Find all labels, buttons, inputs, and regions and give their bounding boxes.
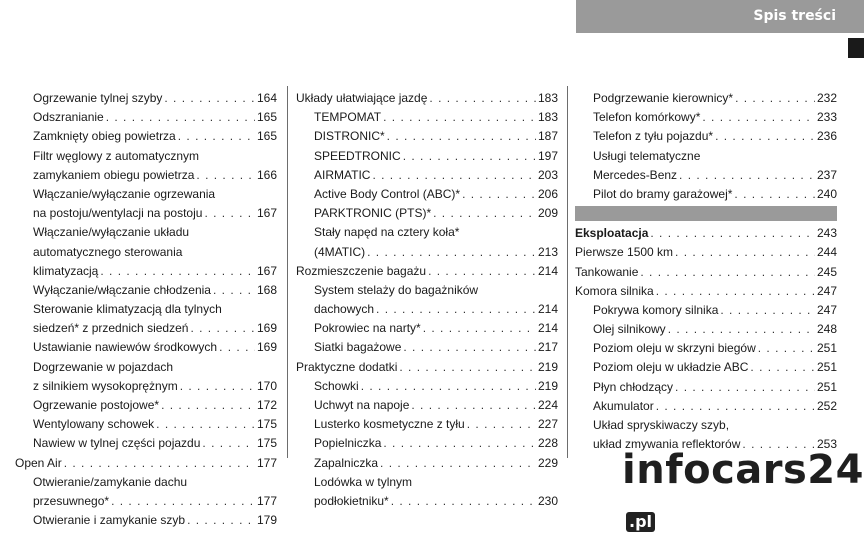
toc-entry[interactable] [15, 377, 277, 396]
toc-leader-dots [187, 511, 255, 530]
toc-entry[interactable] [15, 396, 277, 415]
toc-entry-label: automatycznego sterowania [33, 244, 183, 259]
toc-entry-label: Pokrywa komory silnika [593, 302, 719, 317]
toc-entry-label: Open Air [15, 455, 62, 470]
toc-entry-label: klimatyzacją [33, 263, 99, 278]
toc-leader-dots [423, 319, 536, 338]
toc-entry[interactable] [575, 282, 837, 301]
toc-entry-page: 183 [537, 91, 558, 105]
toc-entry[interactable] [296, 492, 558, 511]
toc-entry-page: 214 [537, 263, 558, 278]
toc-entry-page: 170 [256, 378, 277, 393]
toc-leader-dots [204, 204, 255, 223]
toc-leader-dots [403, 338, 536, 357]
toc-entry-page: 183 [537, 110, 558, 125]
toc-entry-page: 164 [256, 91, 277, 105]
toc-entry-label: Filtr węglowy z automatycznym [33, 148, 200, 163]
toc-entry-page: 175 [256, 417, 277, 432]
toc-entry-label: Pierwsze 1500 km [575, 245, 674, 260]
toc-entry-page: 169 [256, 340, 277, 355]
toc-entry-label: Nawiew w tylnej części pojazdu [33, 436, 201, 451]
toc-leader-dots [387, 127, 536, 146]
toc-entry-label: PARKTRONIC (PTS)* [314, 206, 432, 221]
toc-entry-page: 167 [256, 263, 277, 278]
toc-leader-dots [720, 301, 815, 320]
toc-entry-page: 233 [816, 110, 837, 125]
toc-entry-label: Lodówka w tylnym [314, 474, 413, 489]
toc-entry[interactable] [296, 415, 558, 434]
toc-entry[interactable] [575, 263, 837, 282]
toc-entry[interactable] [15, 89, 277, 108]
toc-leader-dots [668, 320, 815, 339]
toc-entry[interactable] [575, 166, 837, 185]
toc-entry[interactable] [296, 358, 558, 377]
toc-entry-page: 230 [537, 493, 558, 508]
toc-entry[interactable] [15, 415, 277, 434]
toc-entry-page: 224 [537, 398, 558, 412]
toc-entry[interactable] [575, 185, 837, 204]
toc-entry-label: Ustawianie nawiewów środkowych [33, 340, 218, 355]
toc-entry[interactable] [15, 319, 277, 338]
toc-leader-dots [111, 492, 255, 511]
toc-entry-page: 175 [256, 436, 277, 451]
toc-leader-dots [219, 338, 255, 357]
toc-entry-label: Olej silnikowy [593, 322, 666, 337]
toc-entry-label: siedzeń* z przednich siedzeń [33, 321, 189, 336]
toc-entry[interactable] [296, 262, 558, 281]
toc-entry-page: 219 [537, 359, 558, 374]
toc-entry[interactable] [296, 147, 558, 166]
toc-leader-dots [100, 262, 255, 281]
toc-entry-page: 228 [537, 436, 558, 451]
toc-entry[interactable] [575, 358, 837, 377]
toc-entry-label: Poziom oleju w skrzyni biegów [593, 341, 756, 356]
page-edge-marker [848, 38, 864, 58]
toc-entry-label: układ zmywania reflektorów [593, 437, 741, 452]
toc-leader-dots [391, 492, 536, 511]
toc-entry-label: Pilot do bramy garażowej* [593, 186, 733, 201]
toc-entry-label: z silnikiem wysokoprężnym [33, 378, 178, 393]
toc-entry-label: Ogrzewanie postojowe* [33, 398, 160, 412]
toc-entry-page: 247 [816, 283, 837, 298]
toc-entry-page: 252 [816, 398, 837, 413]
toc-entry-label: Wyłączanie/włączanie chłodzenia [33, 282, 211, 297]
toc-entry[interactable] [296, 243, 558, 262]
toc-leader-dots [467, 415, 536, 434]
toc-leader-dots [372, 166, 536, 185]
toc-entry[interactable] [15, 511, 277, 530]
toc-leader-dots [376, 300, 536, 319]
toc-entry[interactable] [15, 262, 277, 281]
toc-leader-dots [702, 108, 815, 127]
toc-entry[interactable] [296, 300, 558, 319]
toc-entry[interactable] [15, 147, 277, 166]
toc-leader-dots [428, 262, 536, 281]
toc-entry-page: 229 [537, 455, 558, 470]
toc-leader-dots [679, 166, 815, 185]
toc-entry[interactable] [296, 185, 558, 204]
toc-leader-dots [715, 127, 815, 146]
toc-entry[interactable] [296, 166, 558, 185]
toc-entry-label: Popielniczka [314, 436, 382, 451]
toc-entry-page: 253 [816, 437, 837, 452]
toc-leader-dots [380, 454, 536, 473]
toc-entry[interactable] [15, 243, 277, 262]
toc-entry[interactable] [15, 166, 277, 185]
toc-entry[interactable] [575, 378, 837, 397]
toc-entry-label: DISTRONIC* [314, 129, 385, 144]
toc-entry-label: AIRMATIC [314, 167, 371, 182]
toc-column-1 [15, 89, 277, 530]
toc-entry[interactable] [15, 281, 277, 300]
toc-leader-dots [178, 127, 255, 146]
toc-leader-dots [433, 204, 536, 223]
toc-entry-page: 213 [537, 244, 558, 259]
toc-entry-label: Usługi telematyczne [593, 148, 701, 163]
toc-entry-page: 227 [537, 417, 558, 432]
toc-entry-label: Mercedes-Benz [593, 167, 678, 182]
toc-entry-page: 203 [537, 167, 558, 182]
toc-leader-dots [750, 358, 815, 377]
watermark-logo [622, 446, 864, 531]
toc-entry-label: przesuwnego* [33, 493, 110, 508]
toc-entry[interactable] [296, 473, 558, 492]
toc-leader-dots [361, 377, 536, 396]
toc-entry-label: Eksploatacja [575, 226, 649, 241]
toc-entry-label: Ogrzewanie tylnej szyby [33, 91, 163, 105]
toc-entry-page: 167 [256, 206, 277, 221]
toc-entry-label: Poziom oleju w układzie ABC [593, 360, 749, 375]
toc-entry[interactable] [15, 127, 277, 146]
toc-leader-dots [411, 396, 536, 415]
toc-entry[interactable] [15, 185, 277, 204]
toc-entry-page: 251 [816, 341, 837, 356]
toc-entry-label: Otwieranie i zamykanie szyb [33, 513, 186, 528]
toc-leader-dots [161, 396, 255, 415]
toc-leader-dots [656, 397, 815, 416]
toc-entry-page: 168 [256, 282, 277, 297]
toc-entry[interactable] [296, 338, 558, 357]
toc-leader-dots [399, 358, 536, 377]
toc-entry[interactable] [15, 492, 277, 511]
toc-entry[interactable] [15, 434, 277, 453]
toc-entry-label: Układy ułatwiające jazdę [296, 91, 428, 105]
toc-leader-dots [196, 166, 255, 185]
toc-entry[interactable] [15, 454, 277, 473]
watermark-suffix: .pl [626, 512, 655, 532]
toc-leader-dots [429, 89, 536, 108]
toc-entry-label: Włączanie/wyłączanie układu [33, 225, 190, 240]
toc-leader-dots [735, 89, 815, 108]
toc-entry-label: Włączanie/wyłączanie ogrzewania [33, 186, 216, 201]
toc-leader-dots [462, 185, 536, 204]
toc-leader-dots [190, 319, 255, 338]
toc-entry-page: 172 [256, 398, 277, 412]
toc-entry-label: SPEEDTRONIC [314, 148, 401, 163]
toc-leader-dots [383, 108, 536, 127]
toc-entry[interactable] [575, 320, 837, 339]
toc-entry[interactable] [15, 300, 277, 319]
toc-entry[interactable] [575, 397, 837, 416]
toc-leader-dots [758, 339, 815, 358]
toc-entry-label: Telefon z tyłu pojazdu* [593, 129, 714, 144]
toc-entry-label: zamykaniem obiegu powietrza [33, 167, 195, 182]
toc-entry-label: Praktyczne dodatki [296, 359, 398, 374]
toc-leader-dots [202, 434, 255, 453]
watermark-text: infocars24 [622, 447, 864, 493]
toc-entry[interactable] [15, 204, 277, 223]
toc-entry[interactable] [296, 89, 558, 108]
toc-leader-dots [656, 282, 815, 301]
toc-entry-page: 247 [816, 302, 837, 317]
toc-entry[interactable] [15, 108, 277, 127]
toc-entry-label: Schowki [314, 378, 359, 393]
toc-entry-label: TEMPOMAT [314, 110, 382, 125]
toc-entry[interactable] [296, 396, 558, 415]
toc-entry-page: 169 [256, 321, 277, 336]
toc-entry-label: Uchwyt na napoje [314, 398, 410, 412]
toc-entry-page: 237 [816, 167, 837, 182]
toc-leader-dots [180, 377, 255, 396]
toc-entry-label: Telefon komórkowy* [593, 110, 701, 125]
toc-entry[interactable] [15, 223, 277, 242]
toc-entry-label: Tankowanie [575, 264, 639, 279]
toc-entry[interactable] [296, 108, 558, 127]
toc-entry-page: 206 [537, 186, 558, 201]
toc-leader-dots [383, 434, 536, 453]
toc-entry-label: System stelaży do bagażników [314, 282, 479, 297]
toc-leader-dots [106, 108, 255, 127]
toc-entry-label: Akumulator [593, 398, 654, 413]
toc-entry-page: 166 [256, 167, 277, 182]
toc-entry-label: Odszranianie [33, 110, 104, 125]
toc-column-3 [575, 89, 837, 454]
section-header-tab [576, 0, 864, 33]
toc-entry[interactable] [296, 127, 558, 146]
toc-entry-label: Płyn chłodzący [593, 379, 674, 394]
toc-entry-page: 251 [816, 360, 837, 375]
toc-entry-label: Wentylowany schowek [33, 417, 155, 432]
toc-entry-page: 240 [816, 186, 837, 201]
toc-entry-label: Siatki bagażowe [314, 340, 402, 355]
toc-entry-page: 177 [256, 455, 277, 470]
toc-entry-page: 248 [816, 322, 837, 337]
toc-entry-page: 165 [256, 129, 277, 144]
toc-leader-dots [164, 89, 255, 108]
toc-entry[interactable] [296, 319, 558, 338]
column-divider [287, 86, 288, 458]
toc-entry[interactable] [15, 338, 277, 357]
toc-entry-page: 187 [537, 129, 558, 144]
toc-entry-label: Active Body Control (ABC)* [314, 186, 461, 201]
toc-leader-dots [734, 185, 815, 204]
toc-leader-dots [156, 415, 255, 434]
toc-entry-label: Podgrzewanie kierownicy* [593, 91, 734, 105]
toc-entry-label: Stały napęd na cztery koła* [314, 225, 460, 240]
toc-entry-label: (4MATIC) [314, 244, 366, 259]
column-divider [567, 86, 568, 458]
toc-entry[interactable] [15, 358, 277, 377]
toc-entry[interactable] [296, 454, 558, 473]
toc-entry[interactable] [575, 224, 837, 243]
toc-entry[interactable] [296, 281, 558, 300]
toc-entry-page: 197 [537, 148, 558, 163]
toc-entry-page: 177 [256, 493, 277, 508]
toc-entry[interactable] [575, 127, 837, 146]
toc-entry-label: podłokietniku* [314, 493, 389, 508]
toc-entry-page: 244 [816, 245, 837, 260]
toc-entry-page: 245 [816, 264, 837, 279]
toc-entry-label: Zamknięty obieg powietrza [33, 129, 176, 144]
toc-entry-page: 232 [816, 91, 837, 105]
toc-leader-dots [675, 378, 815, 397]
toc-leader-dots [403, 147, 536, 166]
toc-leader-dots [675, 243, 815, 262]
toc-leader-dots [367, 243, 536, 262]
toc-column-2 [296, 89, 558, 511]
toc-entry-label: Dogrzewanie w pojazdach [33, 359, 174, 374]
toc-entry-page: 243 [816, 226, 837, 241]
toc-entry-label: dachowych [314, 302, 375, 317]
section-bar [575, 206, 837, 221]
toc-entry-page: 165 [256, 110, 277, 125]
toc-entry[interactable] [296, 223, 558, 242]
toc-entry-label: Otwieranie/zamykanie dachu [33, 474, 188, 489]
toc-entry[interactable] [15, 473, 277, 492]
toc-entry-label: Komora silnika [575, 283, 654, 298]
toc-entry[interactable] [575, 301, 837, 320]
toc-entry-page: 214 [537, 302, 558, 317]
toc-entry[interactable] [575, 243, 837, 262]
toc-entry-page: 236 [816, 129, 837, 144]
toc-entry[interactable] [296, 204, 558, 223]
toc-entry-label: Pokrowiec na narty* [314, 321, 421, 336]
toc-leader-dots [213, 281, 255, 300]
toc-entry-page: 179 [256, 513, 277, 528]
toc-entry[interactable] [575, 108, 837, 127]
toc-entry[interactable] [296, 377, 558, 396]
section-title: Spis treści [753, 8, 836, 24]
toc-leader-dots [64, 454, 255, 473]
toc-entry[interactable] [575, 147, 837, 166]
toc-entry[interactable] [575, 339, 837, 358]
toc-entry-label: na postoju/wentylacji na postoju [33, 206, 203, 221]
toc-leader-dots [650, 224, 815, 243]
toc-entry[interactable] [575, 416, 837, 435]
toc-entry[interactable] [296, 434, 558, 453]
toc-entry-page: 214 [537, 321, 558, 336]
toc-entry-label: Lusterko kosmetyczne z tyłu [314, 417, 465, 432]
toc-entry-page: 217 [537, 340, 558, 355]
toc-entry-label: Rozmieszczenie bagażu [296, 263, 427, 278]
toc-entry-page: 251 [816, 379, 837, 394]
toc-entry-label: Sterowanie klimatyzacją dla tylnych [33, 302, 222, 317]
toc-entry-label: Układ spryskiwaczy szyb, [593, 418, 730, 432]
toc-entry[interactable] [575, 89, 837, 108]
toc-entry-page: 209 [537, 206, 558, 221]
toc-leader-dots [640, 263, 815, 282]
toc-entry-page: 219 [537, 378, 558, 393]
toc-entry-label: Zapalniczka [314, 455, 379, 470]
